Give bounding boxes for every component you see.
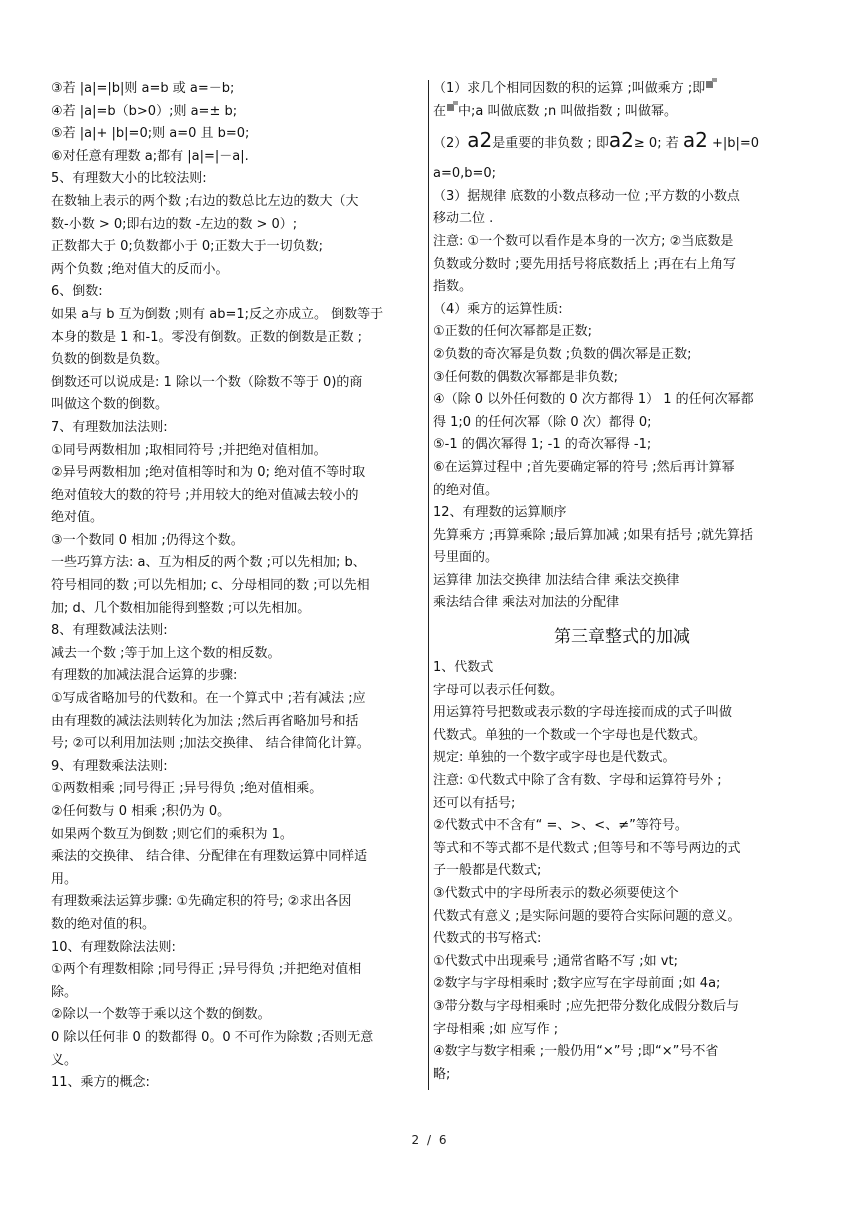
left-text-line: ①两个有理数相除 ;同号得正 ;异号得负 ;并把绝对值相 [51, 962, 362, 978]
chapter-heading: 第三章整式的加减 [554, 627, 690, 648]
left-text-line: 减去一个数 ;等于加上这个数的相反数。 [51, 645, 281, 661]
right-text-line: ⑤-1 的偶次幂得 1; -1 的奇次幂得 -1; [433, 437, 652, 453]
left-text-line: 除。 [51, 984, 78, 1000]
right-text-line: 的绝对值。 [433, 482, 499, 498]
right-text-line: 规定: 单独的一个数字或字母也是代数式。 [433, 750, 676, 766]
right-text-line: ④数字与数字相乘 ;一般仍用“×”号 ;即“×”号不省 [433, 1044, 719, 1060]
left-text-line: 6、倒数: [51, 284, 103, 300]
right-text-line: ①代数式中出现乘号 ;通常省略不写 ;如 vt; [433, 953, 678, 969]
right-text-line: 字母可以表示任何数。 [433, 682, 564, 698]
left-text-line: 有理数乘法运算步骤: ①先确定积的符号; ②求出各因 [51, 894, 352, 910]
right-text-line: 还可以有括号; [433, 795, 516, 811]
left-text-line: 8、有理数减法法则: [51, 623, 168, 639]
right-text-line: 负数或分数时 ;要先用括号将底数括上 ;再在右上角写 [433, 256, 737, 272]
left-text-line: ②异号两数相加 ;绝对值相等时和为 0; 绝对值不等时取 [51, 465, 366, 481]
power-properties-section [433, 186, 811, 615]
right-text-line: 1、代数式 [433, 660, 494, 676]
right-text-line: 字母相乘 ;如 应写作 ; [433, 1021, 559, 1037]
left-text-line: 绝对值较大的数的符号 ;并用较大的绝对值减去较小的 [51, 487, 359, 503]
right-text-line: ②数字与字母相乘时 ;数字应写在字母前面 ;如 4a; [433, 976, 721, 992]
right-text-line: 乘法结合律 乘法对加法的分配律 [433, 595, 620, 611]
right-text-line: ③代数式中的字母所表示的数必须要使这个 [433, 886, 679, 901]
left-text-line: ①同号两数相加 ;取相同符号 ;并把绝对值相加。 [51, 442, 327, 458]
left-text-line: 号; ②可以利用加法则 ;加法交换律、 结合律简化计算。 [51, 736, 370, 752]
right-text-line: 注意: ①代数式中除了含有数、字母和运算符号外 ; [433, 773, 722, 789]
right-text-line: 用运算符号把数或表示数的字母连接而成的式子叫做 [433, 705, 733, 721]
right-text-line: 12、有理数的运算顺序 [433, 505, 567, 521]
right-text-line: （3）据规律 底数的小数点移动一位 ;平方数的小数点 [433, 188, 740, 204]
right-text-line: ①正数的任何次幂都是正数; [433, 324, 593, 340]
right-text-line: ③任何数的偶数次幂都是非负数; [433, 369, 619, 385]
left-text-line: 在数轴上表示的两个数 ;右边的数总比左边的数大（大 [51, 193, 359, 209]
right-text-line: 代数式有意义 ;是实际问题的要符合实际问题的意义。 [433, 908, 741, 924]
left-text-line: 0 除以任何非 0 的数都得 0。0 不可作为除数 ;否则无意 [51, 1029, 374, 1045]
left-text-line: ③若 |a|=|b|则 a=b 或 a=－b; [51, 81, 235, 96]
right-text-line: ③带分数与字母相乘时 ;应先把带分数化成假分数后与 [433, 998, 740, 1014]
left-text-line: 叫做这个数的倒数。 [51, 397, 169, 413]
left-text-line: 绝对值。 [51, 510, 104, 526]
right-text-line: ④（除 0 以外任何数的 0 次方都得 1） 1 的任何次幂都 [433, 392, 754, 408]
left-column [51, 78, 423, 1095]
left-text-line: 用。 [51, 871, 78, 887]
left-text-line: 加; d、几个数相加能得到整数 ;可以先相加。 [51, 600, 311, 616]
left-text-line: 如果两个数互为倒数 ;则它们的乘积为 1。 [51, 826, 293, 842]
left-text-line: 义。 [51, 1052, 78, 1068]
right-text-line: ⑥在运算过程中 ;首先要确定幂的符号 ;然后再计算幂 [433, 459, 735, 475]
right-text-line: 得 1;0 的任何次幂（除 0 次）都得 0; [433, 414, 652, 430]
left-text-line: 7、有理数加法法则: [51, 419, 168, 435]
left-text-line: ⑤若 |a|+ |b|=0;则 a=0 且 b=0; [51, 126, 250, 142]
power-notation-image [705, 78, 717, 89]
right-text-line: ②负数的奇次幂是负数 ;负数的偶次幂是正数; [433, 346, 692, 362]
algebraic-expression-section [433, 657, 811, 1086]
right-text-line: （4）乘方的运算性质: [433, 301, 563, 317]
left-text-line: ④若 |a|=b（b>0）;则 a=± b; [51, 103, 238, 119]
left-text-line: ②除以一个数等于乘以这个数的倒数。 [51, 1007, 271, 1023]
right-text-line: 代数式。单独的一个数或一个字母也是代数式。 [433, 727, 707, 743]
power-definition-line-1: （1）求几个相同因数的积的运算 ;叫做乘方 ;即 [433, 78, 811, 101]
left-text-line: 正数都大于 0;负数都小于 0;正数大于一切负数; [51, 239, 323, 255]
left-text-line: 一些巧算方法: a、互为相反的两个数 ;可以先相加; b、 [51, 555, 366, 571]
right-column [433, 78, 811, 1086]
left-text-line: ①写成省略加号的代数和。在一个算式中 ;若有减法 ;应 [51, 691, 366, 707]
left-text-line: 本身的数是 1 和-1。零没有倒数。正数的倒数是正数 ; [51, 329, 363, 345]
right-text-line: 运算律 加法交换律 加法结合律 乘法交换律 [433, 572, 680, 588]
right-text-line: 号里面的。 [433, 550, 499, 566]
left-text-line: ⑥对任意有理数 a;都有 |a|=|－a|. [51, 148, 249, 164]
left-text-line: ①两数相乘 ;同号得正 ;异号得负 ;绝对值相乘。 [51, 781, 323, 797]
left-text-line: 两个负数 ;绝对值大的反而小。 [51, 261, 229, 277]
right-text-line: 等式和不等式都不是代数式 ;但等号和不等号两边的式 [433, 840, 741, 856]
square-nonnegative-result: a=0,b=0; [433, 166, 497, 182]
left-text-line: 负数的倒数是负数。 [51, 352, 169, 368]
left-text-line: ②任何数与 0 相乘 ;积仍为 0。 [51, 804, 231, 819]
column-divider [428, 80, 429, 1090]
right-text-line: 先算乘方 ;再算乘除 ;最后算加减 ;如果有括号 ;就先算括 [433, 527, 754, 543]
power-definition-line-2: 在 中;a 叫做底数 ;n 叫做指数 ; 叫做幂。 [433, 101, 811, 124]
square-nonnegative-line: （2）a2是重要的非负数 ; 即a2≥ 0; 若 a2 +|b|=0 [433, 128, 760, 153]
page-number: 2 / 6 [411, 1133, 449, 1147]
right-text-line: 子一般都是代数式; [433, 863, 542, 879]
left-text-line: 5、有理数大小的比较法则: [51, 171, 207, 187]
left-text-line: 数的绝对值的积。 [51, 916, 156, 932]
right-text-line: 代数式的书写格式: [433, 931, 542, 947]
left-text-line: 如果 a与 b 互为倒数 ;则有 ab=1;反之亦成立。 倒数等于 [51, 306, 384, 322]
left-text-line: 11、乘方的概念: [51, 1075, 150, 1091]
left-text-line: 10、有理数除法法则: [51, 939, 176, 955]
left-text-line: 9、有理数乘法法则: [51, 758, 168, 774]
left-text-line: 乘法的交换律、 结合律、分配律在有理数运算中同样适 [51, 849, 368, 865]
right-text-line: 指数。 [433, 279, 473, 295]
power-notation-image [446, 101, 458, 112]
left-text-line: 数-小数 > 0;即右边的数 -左边的数 > 0）; [51, 216, 298, 232]
right-text-line: 注意: ①一个数可以看作是本身的一次方; ②当底数是 [433, 233, 734, 249]
right-text-line: ②代数式中不含有“ =、>、<、≠”等符号。 [433, 818, 688, 834]
right-text-line: 略; [433, 1066, 451, 1082]
left-text-line: ③一个数同 0 相加 ;仍得这个数。 [51, 532, 244, 548]
left-text-line: 有理数的加减法混合运算的步骤: [51, 668, 238, 684]
left-text-line: 符号相同的数 ;可以先相加; c、分母相同的数 ;可以先相 [51, 578, 370, 594]
right-text-line: 移动二位 . [433, 211, 494, 227]
left-text-line: 由有理数的减法法则转化为加法 ;然后再省略加号和括 [51, 713, 359, 729]
left-text-line: 倒数还可以说成是: 1 除以一个数（除数不等于 0)的商 [51, 374, 363, 390]
